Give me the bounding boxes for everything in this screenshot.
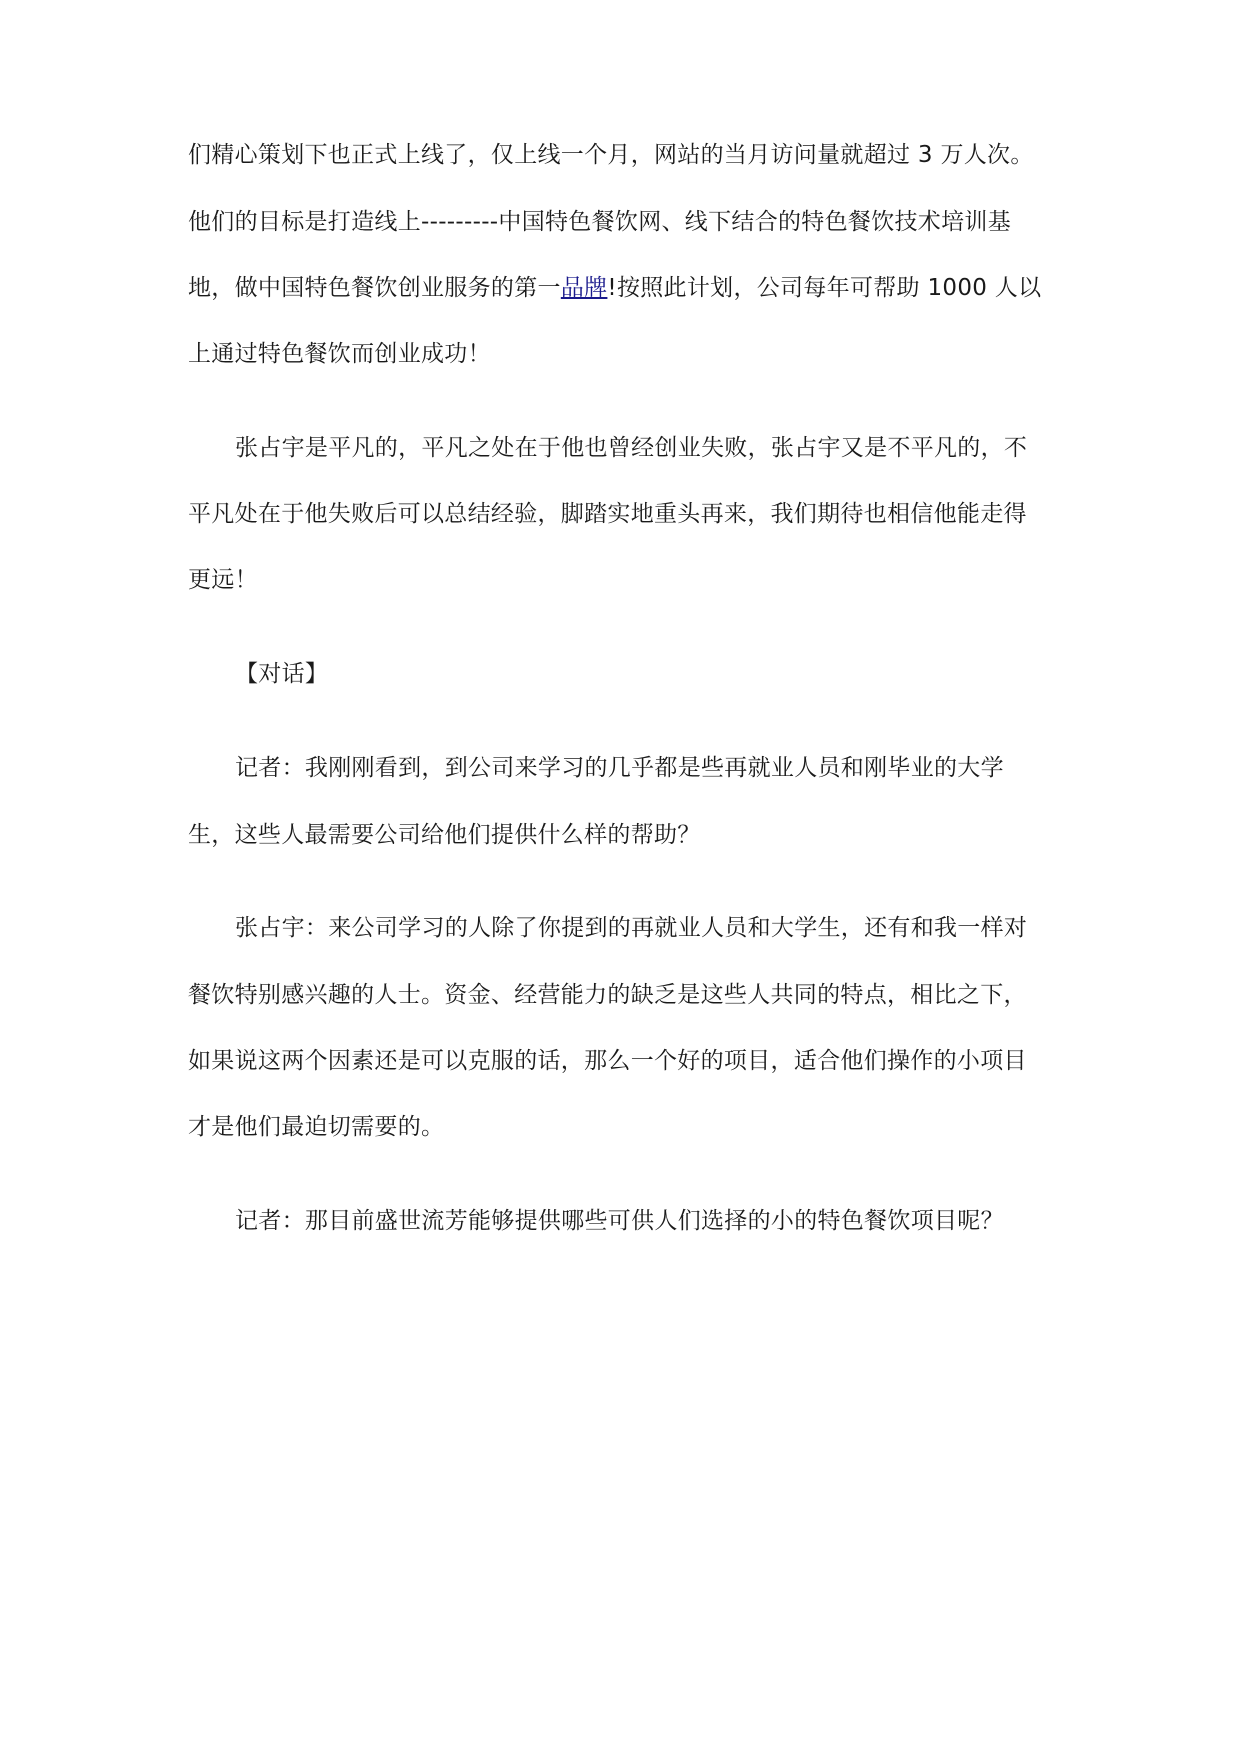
paragraph-line: 平凡处在于他失败后可以总结经验，脚踏实地重头再来，我们期待也相信他能走得 <box>188 501 1027 527</box>
line-segment: 地，做中国特色餐饮创业服务的第一 <box>188 275 561 301</box>
paragraph-line: 记者：我刚刚看到，到公司来学习的几乎都是些再就业人员和刚毕业的大学 <box>235 755 1004 781</box>
paragraph-line: 上通过特色餐饮而创业成功！ <box>188 341 491 367</box>
line-segment: !按照此计划，公司每年可帮助 1000 人以 <box>607 275 1042 301</box>
paragraph-line: 记者：那目前盛世流芳能够提供哪些可供人们选择的小的特色餐饮项目呢？ <box>235 1208 1004 1234</box>
paragraph-line: 们精心策划下也正式上线了，仅上线一个月，网站的当月访问量就超过 3 万人次。 <box>188 142 1034 168</box>
paragraph-line: 张占宇是平凡的，平凡之处在于他也曾经创业失败，张占宇又是不平凡的，不 <box>235 435 1028 461</box>
paragraph-line: 才是他们最迫切需要的。 <box>188 1114 445 1140</box>
paragraph-line: 餐饮特别感兴趣的人士。资金、经营能力的缺乏是这些人共同的特点，相比之下， <box>188 982 1027 1008</box>
brand-link[interactable]: 品牌 <box>560 275 608 301</box>
paragraph-line: 如果说这两个因素还是可以克服的话，那么一个好的项目，适合他们操作的小项目 <box>188 1048 1027 1074</box>
paragraph-line: 他们的目标是打造线上---------中国特色餐饮网、线下结合的特色餐饮技术培训基 <box>188 209 1011 235</box>
paragraph-line <box>188 273 1041 303</box>
paragraph-line: 更远！ <box>188 567 258 593</box>
section-heading: 【对话】 <box>235 661 329 687</box>
paragraph-line: 张占宇：来公司学习的人除了你提到的再就业人员和大学生，还有和我一样对 <box>235 915 1028 941</box>
paragraph-line: 生，这些人最需要公司给他们提供什么样的帮助？ <box>188 822 701 848</box>
